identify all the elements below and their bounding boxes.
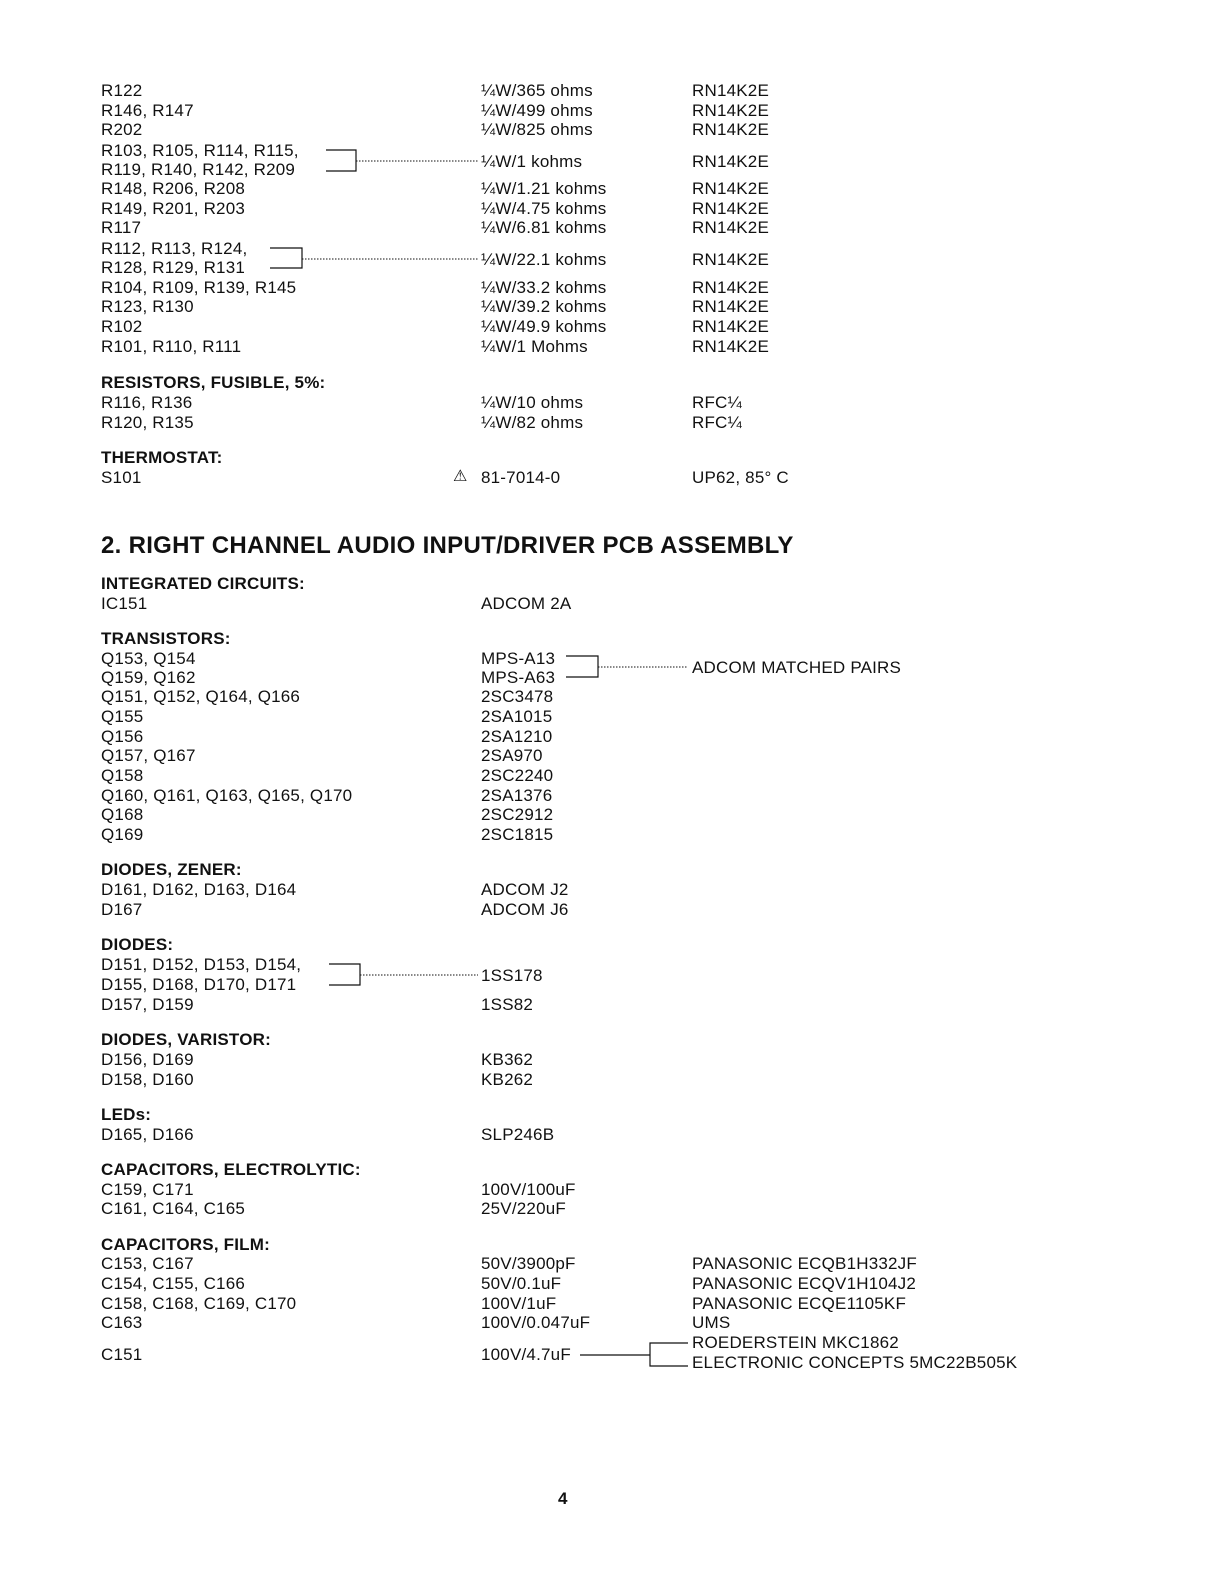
ref-c151: C151 [101, 1345, 143, 1364]
part-22k: RN14K2E [692, 250, 769, 269]
value-q159: MPS-A63 [481, 668, 556, 687]
bracket-matched-pairs [566, 656, 598, 677]
page-number: 4 [558, 1489, 568, 1508]
heading-cap-electrolytic: CAPACITORS, ELECTROLYTIC: [101, 1160, 361, 1179]
part-r122: RN14K2E [692, 81, 769, 100]
section-title: 2. RIGHT CHANNEL AUDIO INPUT/DRIVER PCB ASSEMBLY [101, 532, 794, 559]
ref-r119-group: R119, R140, R142, R209 [101, 160, 296, 179]
value-c158: 100V/1uF [481, 1294, 557, 1313]
value-1k: ¼W/1 kohms [481, 152, 583, 171]
value-q153: MPS-A13 [481, 649, 556, 668]
heading-transistors: TRANSISTORS: [101, 629, 231, 648]
ref-s101: S101 [101, 468, 142, 487]
part-r148: RN14K2E [692, 179, 769, 198]
bracket-r103 [326, 150, 356, 171]
ref-q155: Q155 [101, 707, 144, 726]
value-r148: ¼W/1.21 kohms [481, 179, 607, 198]
part-c151-a: ROEDERSTEIN MKC1862 [692, 1333, 899, 1352]
value-d157: 1SS82 [481, 995, 534, 1014]
matched-pairs-note: ADCOM MATCHED PAIRS [692, 658, 902, 677]
heading-thermostat: THERMOSTAT: [101, 448, 223, 467]
ref-d165: D165, D166 [101, 1125, 194, 1144]
ref-d151-group: D151, D152, D153, D154, [101, 955, 302, 974]
value-q158: 2SC2240 [481, 766, 554, 785]
value-r102: ¼W/49.9 kohms [481, 317, 607, 336]
ref-q151: Q151, Q152, Q164, Q166 [101, 687, 301, 706]
ref-d161: D161, D162, D163, D164 [101, 880, 297, 899]
ref-r149: R149, R201, R203 [101, 199, 246, 218]
value-c161: 25V/220uF [481, 1199, 566, 1218]
part-c153: PANASONIC ECQB1H332JF [692, 1254, 917, 1273]
ref-q168: Q168 [101, 805, 144, 824]
part-r102: RN14K2E [692, 317, 769, 336]
ref-q157: Q157, Q167 [101, 746, 196, 765]
ref-d158: D158, D160 [101, 1070, 194, 1089]
value-q169: 2SC1815 [481, 825, 554, 844]
part-r101: RN14K2E [692, 337, 769, 356]
part-r117: RN14K2E [692, 218, 769, 237]
value-r120: ¼W/82 ohms [481, 413, 584, 432]
heading-ic: INTEGRATED CIRCUITS: [101, 574, 305, 593]
ref-c153: C153, C167 [101, 1254, 194, 1273]
ref-d157: D157, D159 [101, 995, 194, 1014]
value-r146: ¼W/499 ohms [481, 101, 593, 120]
ref-r123: R123, R130 [101, 297, 194, 316]
value-22k: ¼W/22.1 kohms [481, 250, 607, 269]
ref-r122: R122 [101, 81, 143, 100]
value-r117: ¼W/6.81 kohms [481, 218, 607, 237]
ref-c158: C158, C168, C169, C170 [101, 1294, 297, 1313]
heading-cap-film: CAPACITORS, FILM: [101, 1235, 270, 1254]
ref-r148: R148, R206, R208 [101, 179, 246, 198]
bracket-c151 [650, 1343, 688, 1366]
value-c154: 50V/0.1uF [481, 1274, 562, 1293]
heading-leds: LEDs: [101, 1105, 152, 1124]
part-c163: UMS [692, 1313, 731, 1332]
value-r149: ¼W/4.75 kohms [481, 199, 607, 218]
ref-r112-group: R112, R113, R124, [101, 239, 248, 258]
ref-q158: Q158 [101, 766, 144, 785]
value-q156: 2SA1210 [481, 727, 553, 746]
ref-q159: Q159, Q162 [101, 668, 196, 687]
ref-d167: D167 [101, 900, 143, 919]
bracket-d151 [329, 964, 360, 985]
value-c151: 100V/4.7uF [481, 1345, 571, 1364]
value-q160: 2SA1376 [481, 786, 553, 805]
ref-c154: C154, C155, C166 [101, 1274, 246, 1293]
ref-c163: C163 [101, 1313, 143, 1332]
ref-r146: R146, R147 [101, 101, 194, 120]
ref-r117: R117 [101, 218, 142, 237]
value-d158: KB262 [481, 1070, 534, 1089]
part-c154: PANASONIC ECQV1H104J2 [692, 1274, 917, 1293]
ref-ic151: IC151 [101, 594, 148, 613]
part-r149: RN14K2E [692, 199, 769, 218]
value-c153: 50V/3900pF [481, 1254, 576, 1273]
heading-zener: DIODES, ZENER: [101, 860, 242, 879]
warning-icon: ⚠ [453, 468, 468, 485]
ref-q160: Q160, Q161, Q163, Q165, Q170 [101, 786, 353, 805]
ref-c159: C159, C171 [101, 1180, 194, 1199]
ref-c161: C161, C164, C165 [101, 1199, 246, 1218]
heading-fusible: RESISTORS, FUSIBLE, 5%: [101, 373, 326, 392]
part-r202: RN14K2E [692, 120, 769, 139]
ref-r128-group: R128, R129, R131 [101, 258, 246, 277]
ref-r116: R116, R136 [101, 393, 193, 412]
value-c163: 100V/0.047uF [481, 1313, 591, 1332]
ref-r104: R104, R109, R139, R145 [101, 278, 297, 297]
value-ic151: ADCOM 2A [481, 594, 572, 613]
ref-r103-group: R103, R105, R114, R115, [101, 141, 299, 160]
part-r120: RFC¼ [692, 413, 742, 432]
value-1ss178: 1SS178 [481, 966, 543, 985]
value-c159: 100V/100uF [481, 1180, 576, 1199]
ref-q156: Q156 [101, 727, 144, 746]
value-r101: ¼W/1 Mohms [481, 337, 588, 356]
part-c151-b: ELECTRONIC CONCEPTS 5MC22B505K [692, 1353, 1018, 1372]
part-r123: RN14K2E [692, 297, 769, 316]
value-d167: ADCOM J6 [481, 900, 569, 919]
value-r116: ¼W/10 ohms [481, 393, 584, 412]
part-r116: RFC¼ [692, 393, 742, 412]
value-d161: ADCOM J2 [481, 880, 569, 899]
ref-r120: R120, R135 [101, 413, 194, 432]
value-s101: 81-7014-0 [481, 468, 561, 487]
part-1k: RN14K2E [692, 152, 769, 171]
value-r104: ¼W/33.2 kohms [481, 278, 607, 297]
part-r146: RN14K2E [692, 101, 769, 120]
bracket-r112 [270, 248, 302, 268]
value-d165: SLP246B [481, 1125, 555, 1144]
value-q157: 2SA970 [481, 746, 543, 765]
ref-q153: Q153, Q154 [101, 649, 196, 668]
value-r122: ¼W/365 ohms [481, 81, 593, 100]
value-d156: KB362 [481, 1050, 534, 1069]
ref-r101: R101, R110, R111 [101, 337, 242, 356]
heading-varistor: DIODES, VARISTOR: [101, 1030, 271, 1049]
ref-d156: D156, D169 [101, 1050, 194, 1069]
part-r104: RN14K2E [692, 278, 769, 297]
ref-r102: R102 [101, 317, 143, 336]
heading-diodes: DIODES: [101, 935, 174, 954]
value-q155: 2SA1015 [481, 707, 553, 726]
ref-r202: R202 [101, 120, 143, 139]
value-q151: 2SC3478 [481, 687, 554, 706]
ref-q169: Q169 [101, 825, 144, 844]
part-c158: PANASONIC ECQE1105KF [692, 1294, 907, 1313]
value-q168: 2SC2912 [481, 805, 554, 824]
value-r202: ¼W/825 ohms [481, 120, 593, 139]
part-s101: UP62, 85° C [692, 468, 789, 487]
ref-d155-group: D155, D168, D170, D171 [101, 975, 297, 994]
value-r123: ¼W/39.2 kohms [481, 297, 607, 316]
